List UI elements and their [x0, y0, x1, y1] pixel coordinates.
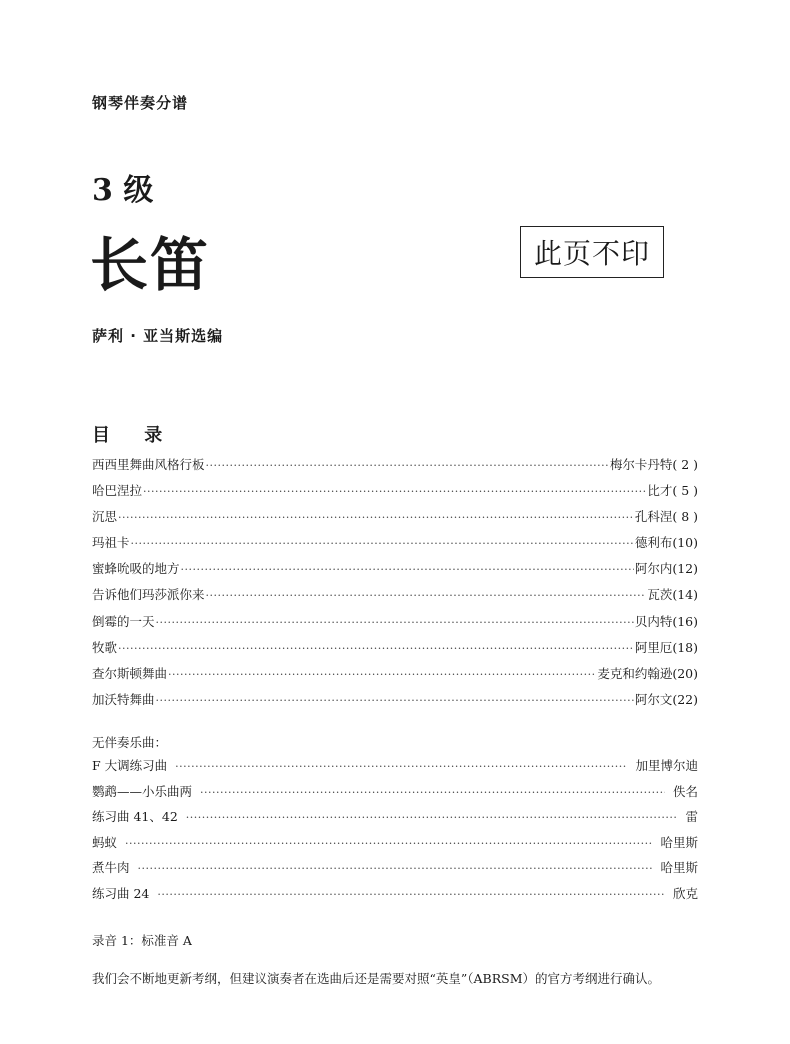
piece-title: 哈巴涅拉: [92, 483, 143, 499]
composer: 贝内特: [634, 613, 673, 629]
dot-leader: [186, 811, 678, 824]
dot-leader: [175, 760, 627, 773]
composer: 阿尔文: [634, 691, 673, 707]
composer: 麦克和约翰逊: [597, 665, 673, 681]
toc-heading: 目 录: [92, 425, 177, 446]
piece-title: 蜜蜂吮吸的地方: [92, 561, 180, 577]
dot-leader: [157, 888, 665, 901]
piece-title: 倒霉的一天: [92, 613, 155, 629]
unaccompanied-entry[interactable]: [92, 833, 698, 859]
unaccompanied-list: [92, 756, 698, 910]
toc-list: [92, 455, 698, 716]
dot-leader: [200, 786, 665, 799]
unaccompanied-entry[interactable]: [92, 807, 698, 833]
composer: 比才: [647, 483, 673, 499]
piece-title: 沉思: [92, 509, 118, 525]
page-number: (14): [672, 587, 698, 603]
piece-title: 加沃特舞曲: [92, 691, 155, 707]
toc-entry[interactable]: [92, 455, 698, 481]
page-number: ( 5 ): [672, 483, 698, 499]
toc-entry[interactable]: [92, 638, 698, 664]
toc-entry[interactable]: [92, 533, 698, 559]
composer: 佚名: [672, 783, 698, 799]
page-number: (20): [672, 665, 698, 681]
unaccompanied-entry[interactable]: [92, 782, 698, 808]
piece-title: 练习曲 41、42: [92, 809, 178, 825]
unaccompanied-entry[interactable]: [92, 756, 698, 782]
composer: 梅尔卡丹特: [609, 457, 673, 472]
unaccompanied-entry[interactable]: [92, 884, 698, 910]
piece-title: 牧歌: [92, 639, 118, 655]
series-title: 钢琴伴奏分谱: [92, 94, 189, 112]
dot-leader: [206, 459, 609, 472]
dot-leader: [118, 642, 634, 655]
page-number: (22): [672, 691, 698, 707]
toc-entry[interactable]: [92, 690, 698, 716]
page-number: (12): [672, 561, 698, 577]
unaccompanied-entry[interactable]: [92, 858, 698, 884]
toc-entry[interactable]: [92, 559, 698, 585]
page-number: (10): [672, 535, 698, 551]
grade-heading: 3 级: [92, 173, 154, 208]
piece-title: 告诉他们玛莎派你来: [92, 587, 205, 603]
composer: 阿尔内: [634, 561, 673, 577]
toc-entry[interactable]: [92, 507, 698, 533]
dot-leader: [118, 511, 634, 524]
dot-leader: [168, 668, 596, 681]
piece-title: 鹦鹉——小乐曲两: [92, 783, 193, 799]
composer: 孔科涅: [634, 509, 673, 525]
toc-entry[interactable]: [92, 664, 698, 690]
composer: 雷: [685, 809, 698, 825]
piece-title: 练习曲 24: [92, 885, 150, 901]
piece-title: 查尔斯顿舞曲: [92, 665, 168, 681]
dot-leader: [181, 563, 634, 576]
composer: 哈里斯: [660, 834, 698, 850]
toc-entry[interactable]: [92, 585, 698, 611]
composer: 加里博尔迪: [635, 758, 698, 773]
page-number: (16): [672, 613, 698, 629]
piece-title: F 大调练习曲: [92, 758, 168, 773]
audio-track-note: 录音 1：标准音 A: [92, 933, 192, 948]
page-number: ( 8 ): [672, 509, 698, 525]
toc-entry[interactable]: [92, 481, 698, 507]
dot-leader: [125, 837, 652, 850]
toc-entry[interactable]: [92, 612, 698, 638]
composer: 瓦茨: [647, 587, 673, 603]
do-not-print-stamp: 此页不印: [520, 226, 664, 278]
composer: 德利布: [634, 535, 673, 551]
page-number: ( 2 ): [672, 457, 698, 472]
dot-leader: [143, 485, 646, 498]
dot-leader: [156, 694, 634, 707]
instrument-title: 长笛: [90, 231, 211, 299]
composer: 阿里厄: [634, 639, 673, 655]
piece-title: 西西里舞曲风格行板: [92, 457, 205, 472]
composer: 欣克: [672, 885, 698, 901]
dot-leader: [131, 537, 634, 550]
editor-credit: 萨利 · 亚当斯选编: [92, 327, 224, 345]
unaccompanied-heading: 无伴奏乐曲：: [92, 735, 168, 750]
piece-title: 煮牛肉: [92, 860, 130, 876]
composer: 哈里斯: [660, 860, 698, 876]
piece-title: 玛祖卡: [92, 535, 130, 551]
piece-title: 蚂蚁: [92, 834, 118, 850]
syllabus-note: 我们会不断地更新考纲，但建议演奏者在选曲后还是需要对照“英皇”（ABRSM）的官方考纲进行确认。: [92, 971, 661, 986]
page-number: (18): [672, 639, 698, 655]
dot-leader: [206, 589, 647, 602]
dot-leader: [156, 616, 634, 629]
dot-leader: [138, 862, 653, 875]
